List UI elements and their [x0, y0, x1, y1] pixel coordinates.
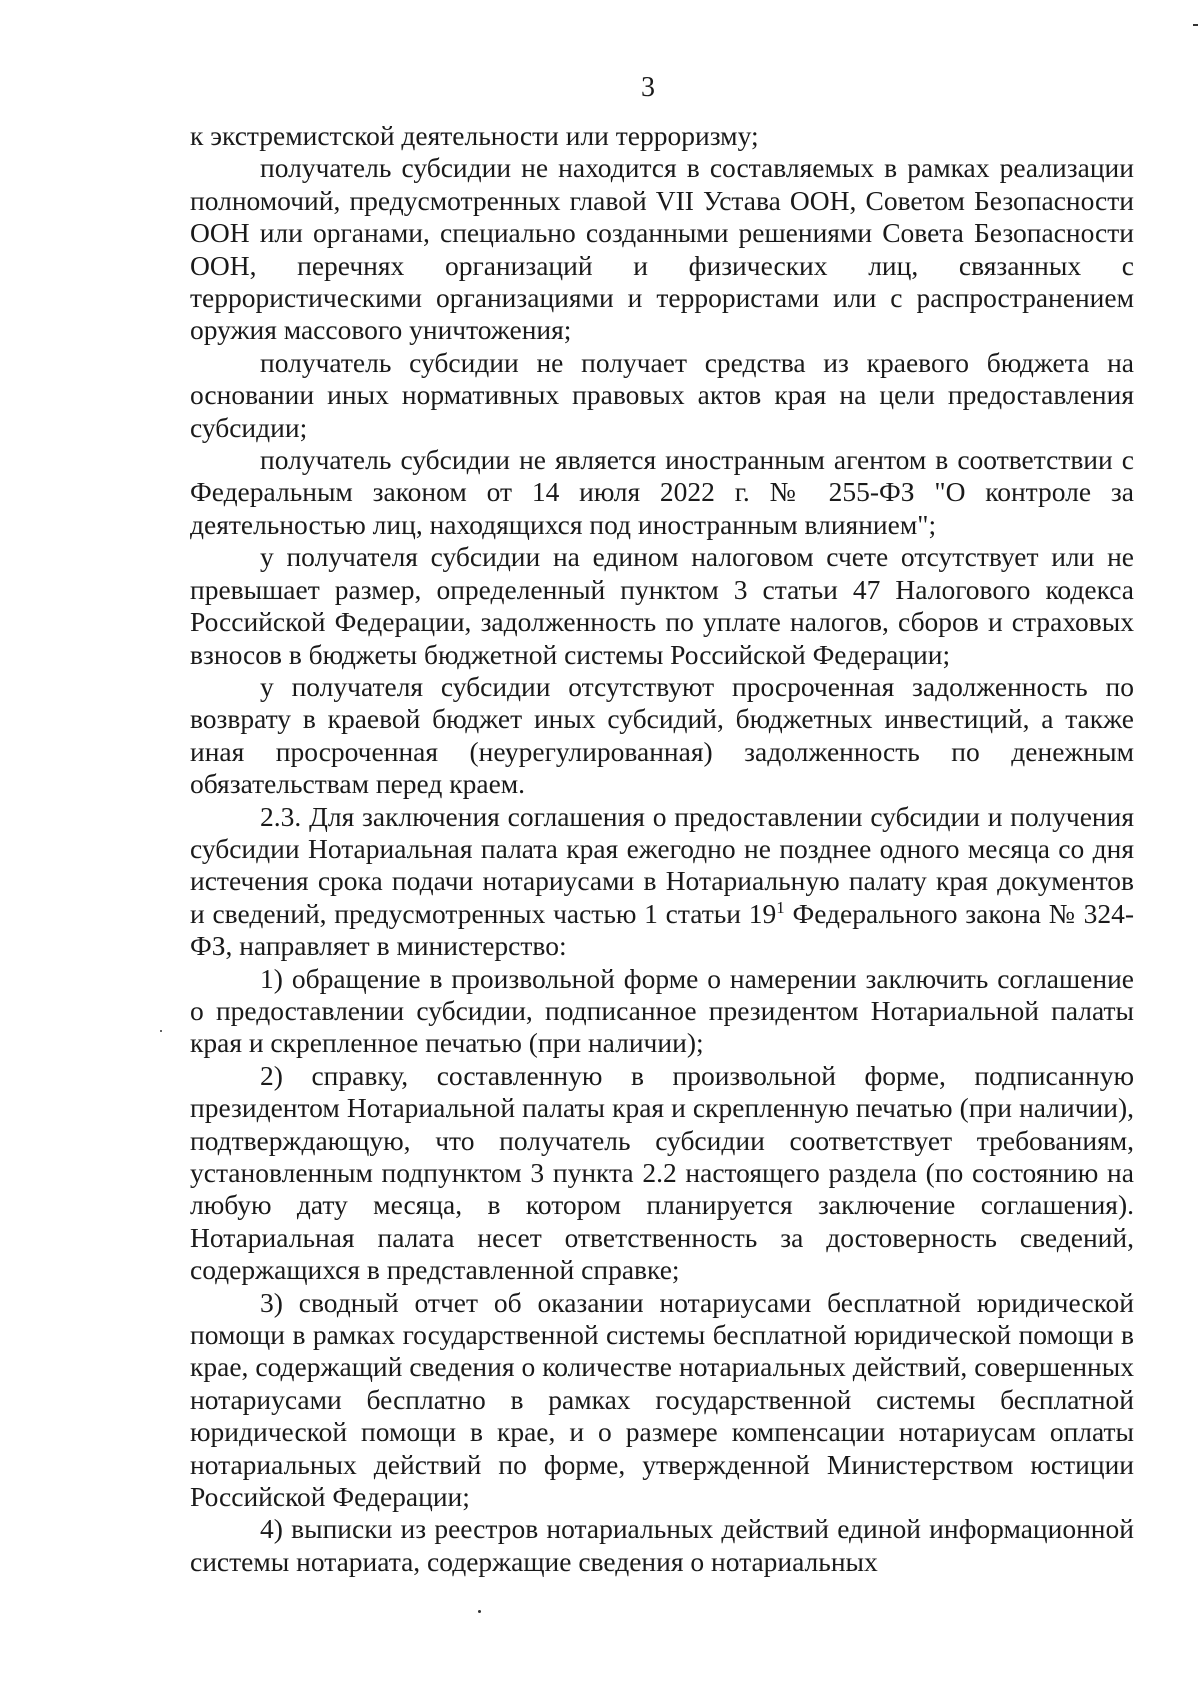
- paragraph-2-3: [190, 801, 1134, 963]
- scan-speck: [160, 1030, 162, 1032]
- scan-speck: [1193, 24, 1198, 26]
- paragraph-item-2: 2) справку, составленную в произвольной форме, подписанную президентом Нотариальной палаты края и скрепленную печатью (при наличии), подтверждающую, что получатель субсидии соответствует требованиям, установленным подпунктом 3 пункта 2.2 настоящего раздела (по состоянию на любую дату месяца, в котором планируется заключение соглашения). Нотариальная палата несет ответственность за достоверность сведений, содержащихся в представленной справке;: [190, 1059, 1134, 1286]
- paragraph-2-3-text: 2.3. Для заключения соглашения о предоставлении субсидии и получения субсидии Нотариальная палата края ежегодно не позднее одного месяца со дня истечения срока подачи нотариусами в Нотариальную палату края документов и сведений, предусмотренных частью 1 статьи 19: [190, 800, 1134, 929]
- paragraph-overdue-debt: у получателя субсидии отсутствуют просроченная задолженность по возврату в краевой бюджет иных субсидий, бюджетных инвестиций, а также иная просроченная (неурегулированная) задолженность по денежным обязательствам перед краем.: [190, 670, 1134, 800]
- paragraph-budget-funds: получатель субсидии не получает средства из краевого бюджета на основании иных нормативных правовых актов края на цели предоставления субсидии;: [190, 346, 1134, 443]
- paragraph-continuation: к экстремистской деятельности или терроризму;: [190, 120, 759, 151]
- paragraph-item-1: 1) обращение в произвольной форме о намерении заключить соглашение о предоставлении субсидии, подписанное президентом Нотариальной палаты края и скрепленное печатью (при наличии);: [190, 962, 1134, 1059]
- paragraph-un-lists: получатель субсидии не находится в составляемых в рамках реализации полномочий, предусмотренных главой VII Устава ООН, Советом Безопасности ООН или органами, специально созданными решениями Совета Безопасности ООН, перечнях организаций и физических лиц, связанных с террористическими организациями и террористами или с распространением оружия массового уничтожения;: [190, 152, 1134, 346]
- superscript: 1: [776, 897, 785, 917]
- paragraph-tax-debt: у получателя субсидии на едином налоговом счете отсутствует или не превышает размер, определенный пунктом 3 статьи 47 Налогового кодекса Российской Федерации, задолженность по уплате налогов, сборов и страховых взносов в бюджеты бюджетной системы Российской Федерации;: [190, 541, 1134, 670]
- paragraph-2-3-text-tail: Федерального закона № 324-ФЗ, направляет в министерство:: [190, 897, 1134, 962]
- page-number: 3: [641, 72, 655, 103]
- document-body: [190, 120, 1134, 1578]
- paragraph-foreign-agent: получатель субсидии не является иностранным агентом в соответствии с Федеральным законом от 14 июля 2022 г. № 255-ФЗ "О контроле за деятельностью лиц, находящихся под иностранным влиянием";: [190, 444, 1134, 540]
- paragraph-item-4: 4) выписки из реестров нотариальных действий единой информационной системы нотариата, содержащие сведения о нотариальных: [190, 1513, 1134, 1577]
- paragraph-item-3: 3) сводный отчет об оказании нотариусами бесплатной юридической помощи в рамках государственной системы бесплатной юридической помощи в крае, содержащий сведения о количестве нотариальных действий, совершенных нотариусами бесплатно в рамках государственной системы бесплатной юридической помощи в крае, и о размере компенсации нотариусам оплаты нотариальных действий по форме, утвержденной Министерством юстиции Российской Федерации;: [190, 1286, 1134, 1513]
- scan-speck: [478, 1610, 481, 1613]
